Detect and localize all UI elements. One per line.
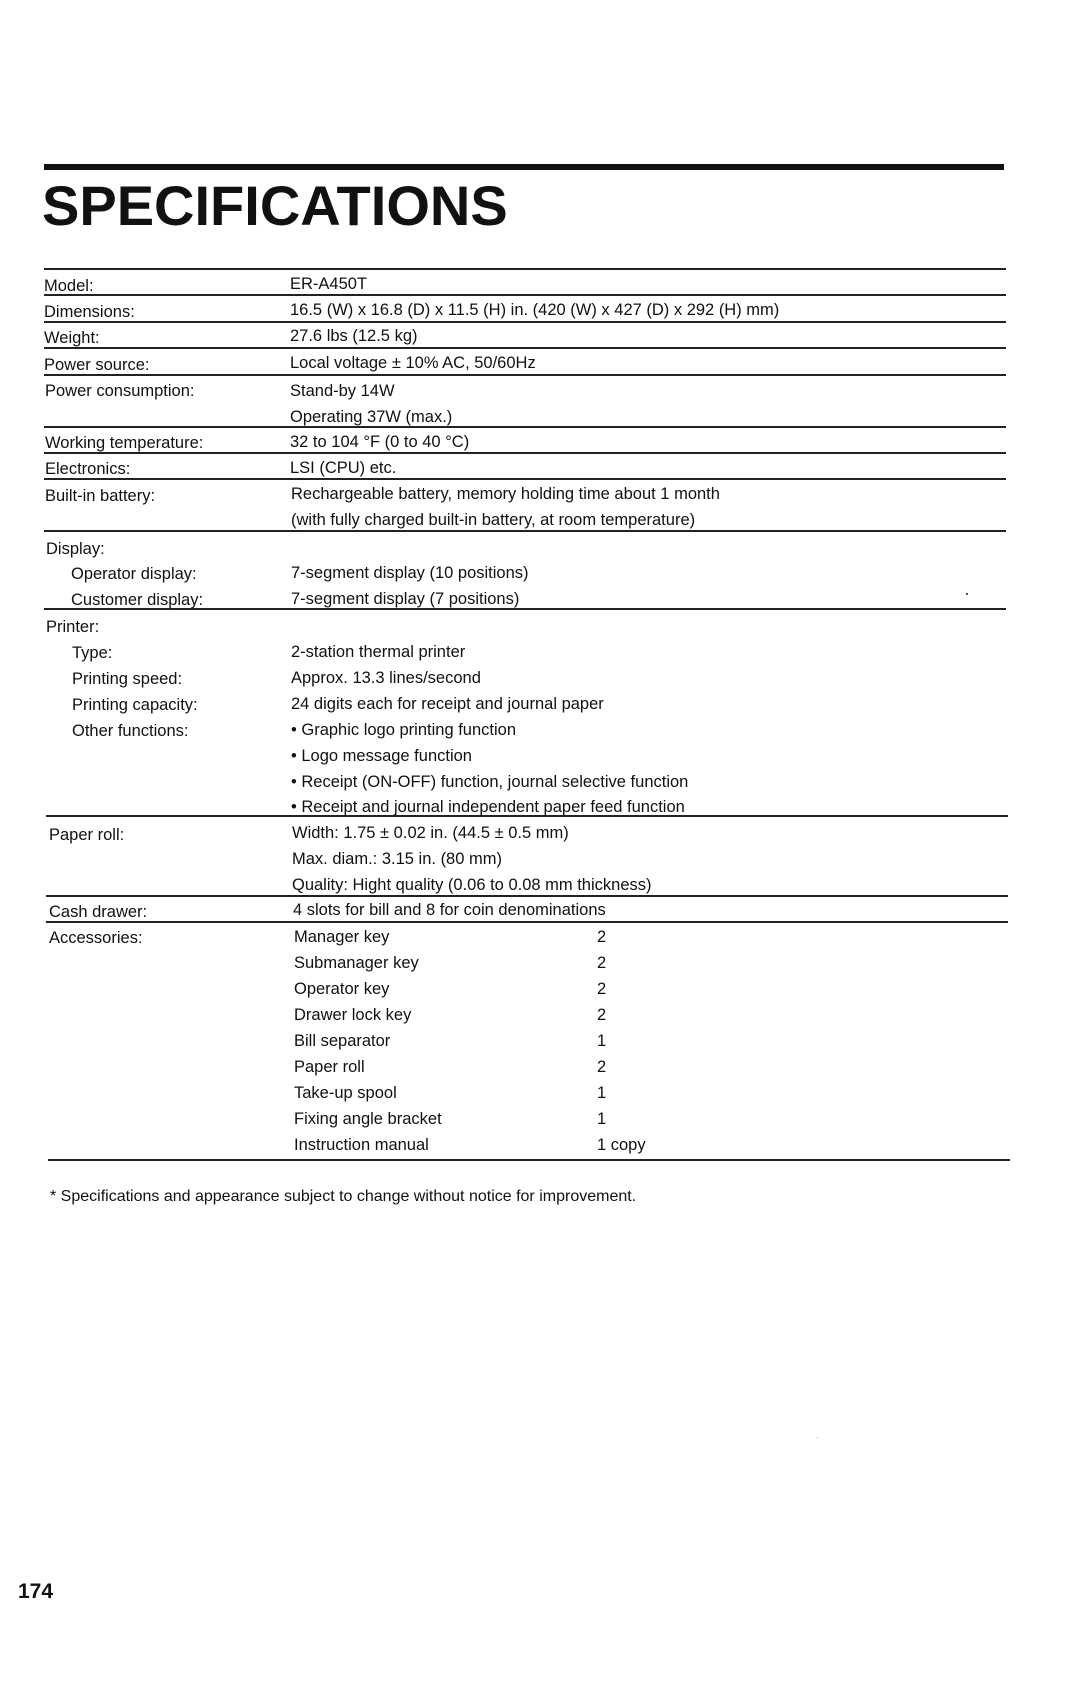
accessory-qty: 2 [597, 1006, 607, 1024]
spec-value-power-standby: Stand-by 14W [290, 382, 395, 400]
accessory-name: Drawer lock key [294, 1006, 412, 1024]
spec-value-other-function: • Logo message function [291, 747, 472, 765]
spec-value-model: ER-A450T [290, 275, 368, 293]
row-divider [46, 895, 1008, 897]
spec-value-customer-display: 7-segment display (7 positions) [291, 590, 520, 608]
accessory-name: Fixing angle bracket [294, 1110, 442, 1128]
scan-speck [817, 1437, 818, 1438]
spec-label-dimensions: Dimensions: [44, 303, 135, 321]
spec-value-other-function: • Receipt and journal independent paper feed function [291, 798, 685, 816]
spec-value-paper-diameter: Max. diam.: 3.15 in. (80 mm) [292, 850, 502, 868]
accessory-qty: 2 [597, 980, 607, 998]
accessory-qty: 1 [597, 1110, 607, 1128]
spec-label-cash-drawer: Cash drawer: [49, 903, 148, 921]
accessory-name: Take-up spool [294, 1084, 397, 1102]
row-divider [44, 321, 1006, 323]
spec-label-power-source: Power source: [44, 356, 150, 374]
accessory-name: Paper roll [294, 1058, 365, 1076]
spec-label-printing-speed: Printing speed: [72, 670, 183, 688]
spec-label-printer-type: Type: [72, 644, 113, 662]
spec-value-cash-drawer: 4 slots for bill and 8 for coin denominations [293, 901, 606, 919]
spec-label-model: Model: [44, 277, 94, 295]
spec-label-weight: Weight: [44, 329, 100, 347]
spec-label-working-temperature: Working temperature: [45, 434, 204, 452]
row-divider [44, 294, 1006, 296]
title-top-rule [44, 164, 1004, 170]
accessory-qty: 1 copy [597, 1136, 646, 1154]
footnote: * Specifications and appearance subject to change without notice for improvement. [50, 1188, 637, 1205]
spec-label-accessories: Accessories: [49, 929, 143, 947]
spec-value-other-function: • Graphic logo printing function [291, 721, 516, 739]
scan-speck [966, 593, 968, 595]
row-divider [44, 426, 1006, 428]
row-divider [44, 530, 1006, 532]
spec-value-working-temperature: 32 to 104 °F (0 to 40 °C) [290, 433, 470, 451]
spec-label-paper-roll: Paper roll: [49, 826, 125, 844]
spec-value-printing-capacity: 24 digits each for receipt and journal paper [291, 695, 604, 713]
spec-value-printer-type: 2-station thermal printer [291, 643, 466, 661]
accessory-name: Bill separator [294, 1032, 391, 1050]
accessory-qty: 2 [597, 1058, 607, 1076]
spec-value-battery-line2: (with fully charged built-in battery, at room temperature) [291, 511, 696, 529]
accessory-name: Manager key [294, 928, 390, 946]
spec-label-electronics: Electronics: [45, 460, 131, 478]
spec-label-printer: Printer: [46, 618, 100, 636]
spec-value-battery-line1: Rechargeable battery, memory holding time about 1 month [291, 485, 720, 503]
row-divider [44, 374, 1006, 376]
spec-value-paper-width: Width: 1.75 ± 0.02 in. (44.5 ± 0.5 mm) [292, 824, 569, 842]
spec-label-customer-display: Customer display: [71, 591, 204, 609]
spec-value-other-function: • Receipt (ON-OFF) function, journal selective function [291, 773, 689, 791]
spec-value-printing-speed: Approx. 13.3 lines/second [291, 669, 481, 687]
page-title: SPECIFICATIONS [42, 174, 508, 237]
spec-label-display: Display: [46, 540, 105, 558]
accessory-name: Operator key [294, 980, 390, 998]
accessory-name: Instruction manual [294, 1136, 429, 1154]
spec-label-other-functions: Other functions: [72, 722, 189, 740]
accessory-qty: 2 [597, 928, 607, 946]
spec-value-dimensions: 16.5 (W) x 16.8 (D) x 11.5 (H) in. (420 (W) x 427 (D) x 292 (H) mm) [290, 301, 780, 319]
table-top-rule [44, 268, 1006, 270]
page-number: 174 [18, 1580, 54, 1603]
accessory-qty: 1 [597, 1032, 607, 1050]
spec-label-printing-capacity: Printing capacity: [72, 696, 198, 714]
spec-value-weight: 27.6 lbs (12.5 kg) [290, 327, 418, 345]
spec-value-paper-quality: Quality: Hight quality (0.06 to 0.08 mm thickness) [292, 876, 652, 894]
spec-label-battery: Built-in battery: [45, 487, 156, 505]
spec-value-power-source: Local voltage ± 10% AC, 50/60Hz [290, 354, 536, 372]
spec-value-operator-display: 7-segment display (10 positions) [291, 564, 529, 582]
spec-label-operator-display: Operator display: [71, 565, 197, 583]
spec-label-power-consumption: Power consumption: [45, 382, 195, 400]
row-divider [44, 347, 1006, 349]
accessory-qty: 1 [597, 1084, 607, 1102]
row-divider [46, 921, 1008, 923]
accessory-qty: 2 [597, 954, 607, 972]
accessory-name: Submanager key [294, 954, 419, 972]
spec-value-electronics: LSI (CPU) etc. [290, 459, 397, 477]
table-bottom-rule [48, 1159, 1010, 1161]
spec-value-power-operating: Operating 37W (max.) [290, 408, 453, 426]
row-divider [44, 478, 1006, 480]
